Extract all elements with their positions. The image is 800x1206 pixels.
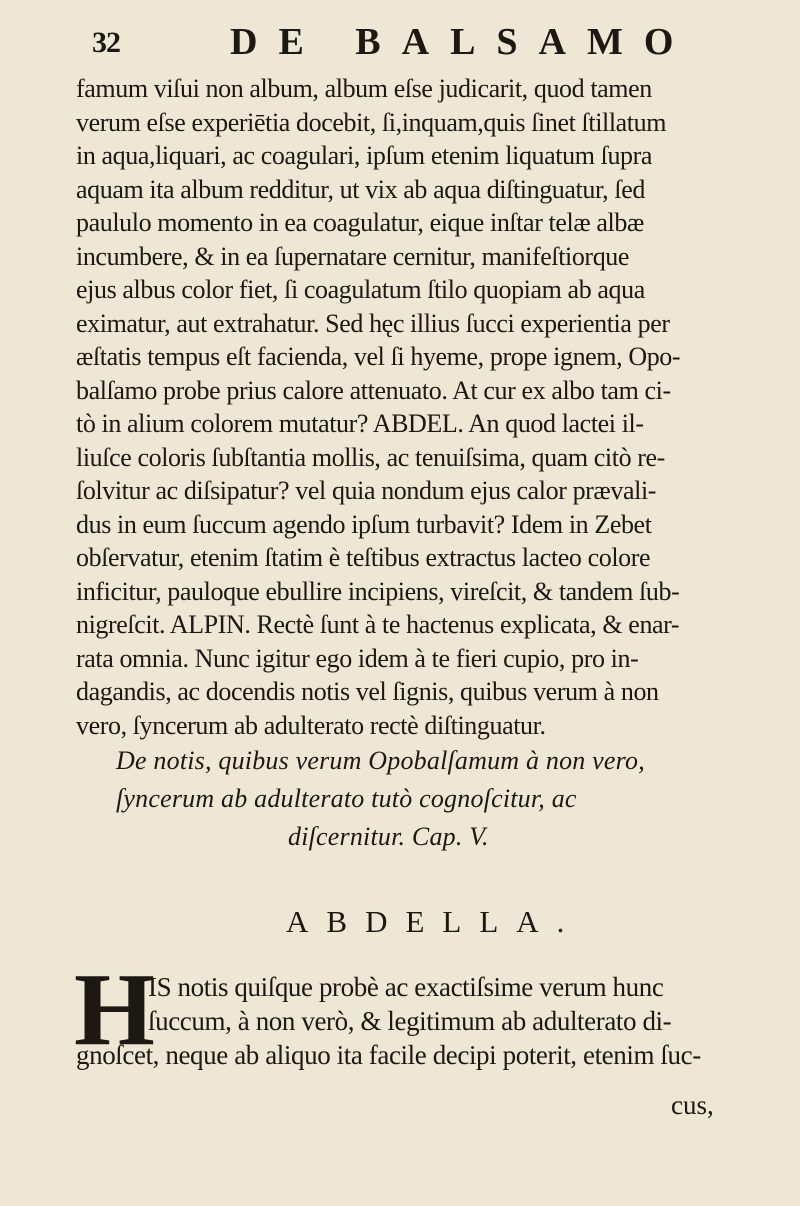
text-line: ſuccum, à non verò, & legitimum ab adulterato di- [148, 1006, 672, 1036]
paragraph-lines [76, 1038, 796, 1072]
text-line: liuſce coloris ſubſtantia mollis, ac tenuiſsima, quam citò re- [76, 442, 665, 472]
text-line: inficitur, pauloque ebullire incipiens, vireſcit, & tandem ſub- [76, 576, 680, 606]
text-line: balſamo probe prius calore attenuato. At cur ex albo tam ci- [76, 375, 671, 405]
initial-paragraph-lines [148, 970, 788, 1038]
chapter-heading-line: De notis, quibus verum Opobalſamum à non vero, [116, 746, 645, 775]
catchword: cus, [671, 1090, 714, 1120]
text-line: tò in alium colorem mutatur? ABDEL. An quod lactei il- [76, 409, 644, 438]
text-line: ejus albus color fiet, ſi coagulatum ſtilo quopiam ab aqua [76, 275, 645, 304]
text-line: dagandis, ac docendis notis vel ſignis, quibus verum à non [76, 677, 659, 706]
text-line: paululo momento in ea coagulatur, eique inſtar telæ albæ [76, 208, 644, 237]
text-line: verum eſse experiētia docebit, ſi,inquam,quis ſinet ſtillatum [76, 107, 667, 137]
body-text [76, 72, 776, 742]
text-line: IS notis quiſque probè ac exactiſsime verum hunc [148, 972, 664, 1002]
chapter-heading-line: diſcernitur. Cap. V. [288, 822, 489, 851]
text-line: ſolvitur ac diſsipatur? vel quia nondum ejus calor prævali- [76, 476, 657, 505]
drop-initial: H [74, 952, 155, 1067]
page-header [92, 20, 695, 72]
text-line: vero, ſyncerum ab adulterato rectè diſtinguatur. [76, 710, 546, 740]
chapter-heading-line: ſyncerum ab adulterato tutò cognoſcitur, ac [116, 784, 577, 813]
text-line: obſervatur, etenim ſtatim è teſtibus extractus lacteo colore [76, 543, 651, 572]
chapter-heading [60, 742, 760, 856]
text-line: eximatur, aut extrahatur. Sed hęc illius ſucci experientia per [76, 308, 670, 338]
text-line: in aqua,liquari, ac coagulari, ipſum etenim liquatum ſupra [76, 141, 653, 170]
text-line: æſtatis tempus eſt facienda, vel ſi hyeme, prope ignem, Opo- [76, 342, 681, 371]
speaker-heading: ABDELLA. [286, 904, 583, 939]
text-line: incumbere, & in ea ſupernatare cernitur, manifeſtiorque [76, 241, 630, 271]
running-head: DE BALSAMO [230, 21, 695, 63]
text-line: nigreſcit. ALPIN. Rectè ſunt à te hactenus explicata, & enar- [76, 610, 680, 639]
page-number: 32 [92, 26, 120, 59]
text-line: gnoſcet, neque ab aliquo ita facile decipi poterit, etenim ſuc- [76, 1040, 701, 1070]
text-line: dus in eum ſuccum agendo ipſum turbavit? Idem in Zebet [76, 509, 652, 539]
text-line: rata omnia. Nunc igitur ego idem à te fieri cupio, pro in- [76, 643, 639, 673]
text-line: aquam ita album redditur, ut vix ab aqua diſtinguatur, ſed [76, 174, 645, 204]
text-line: famum viſui non album, album eſse judicarit, quod tamen [76, 74, 652, 103]
